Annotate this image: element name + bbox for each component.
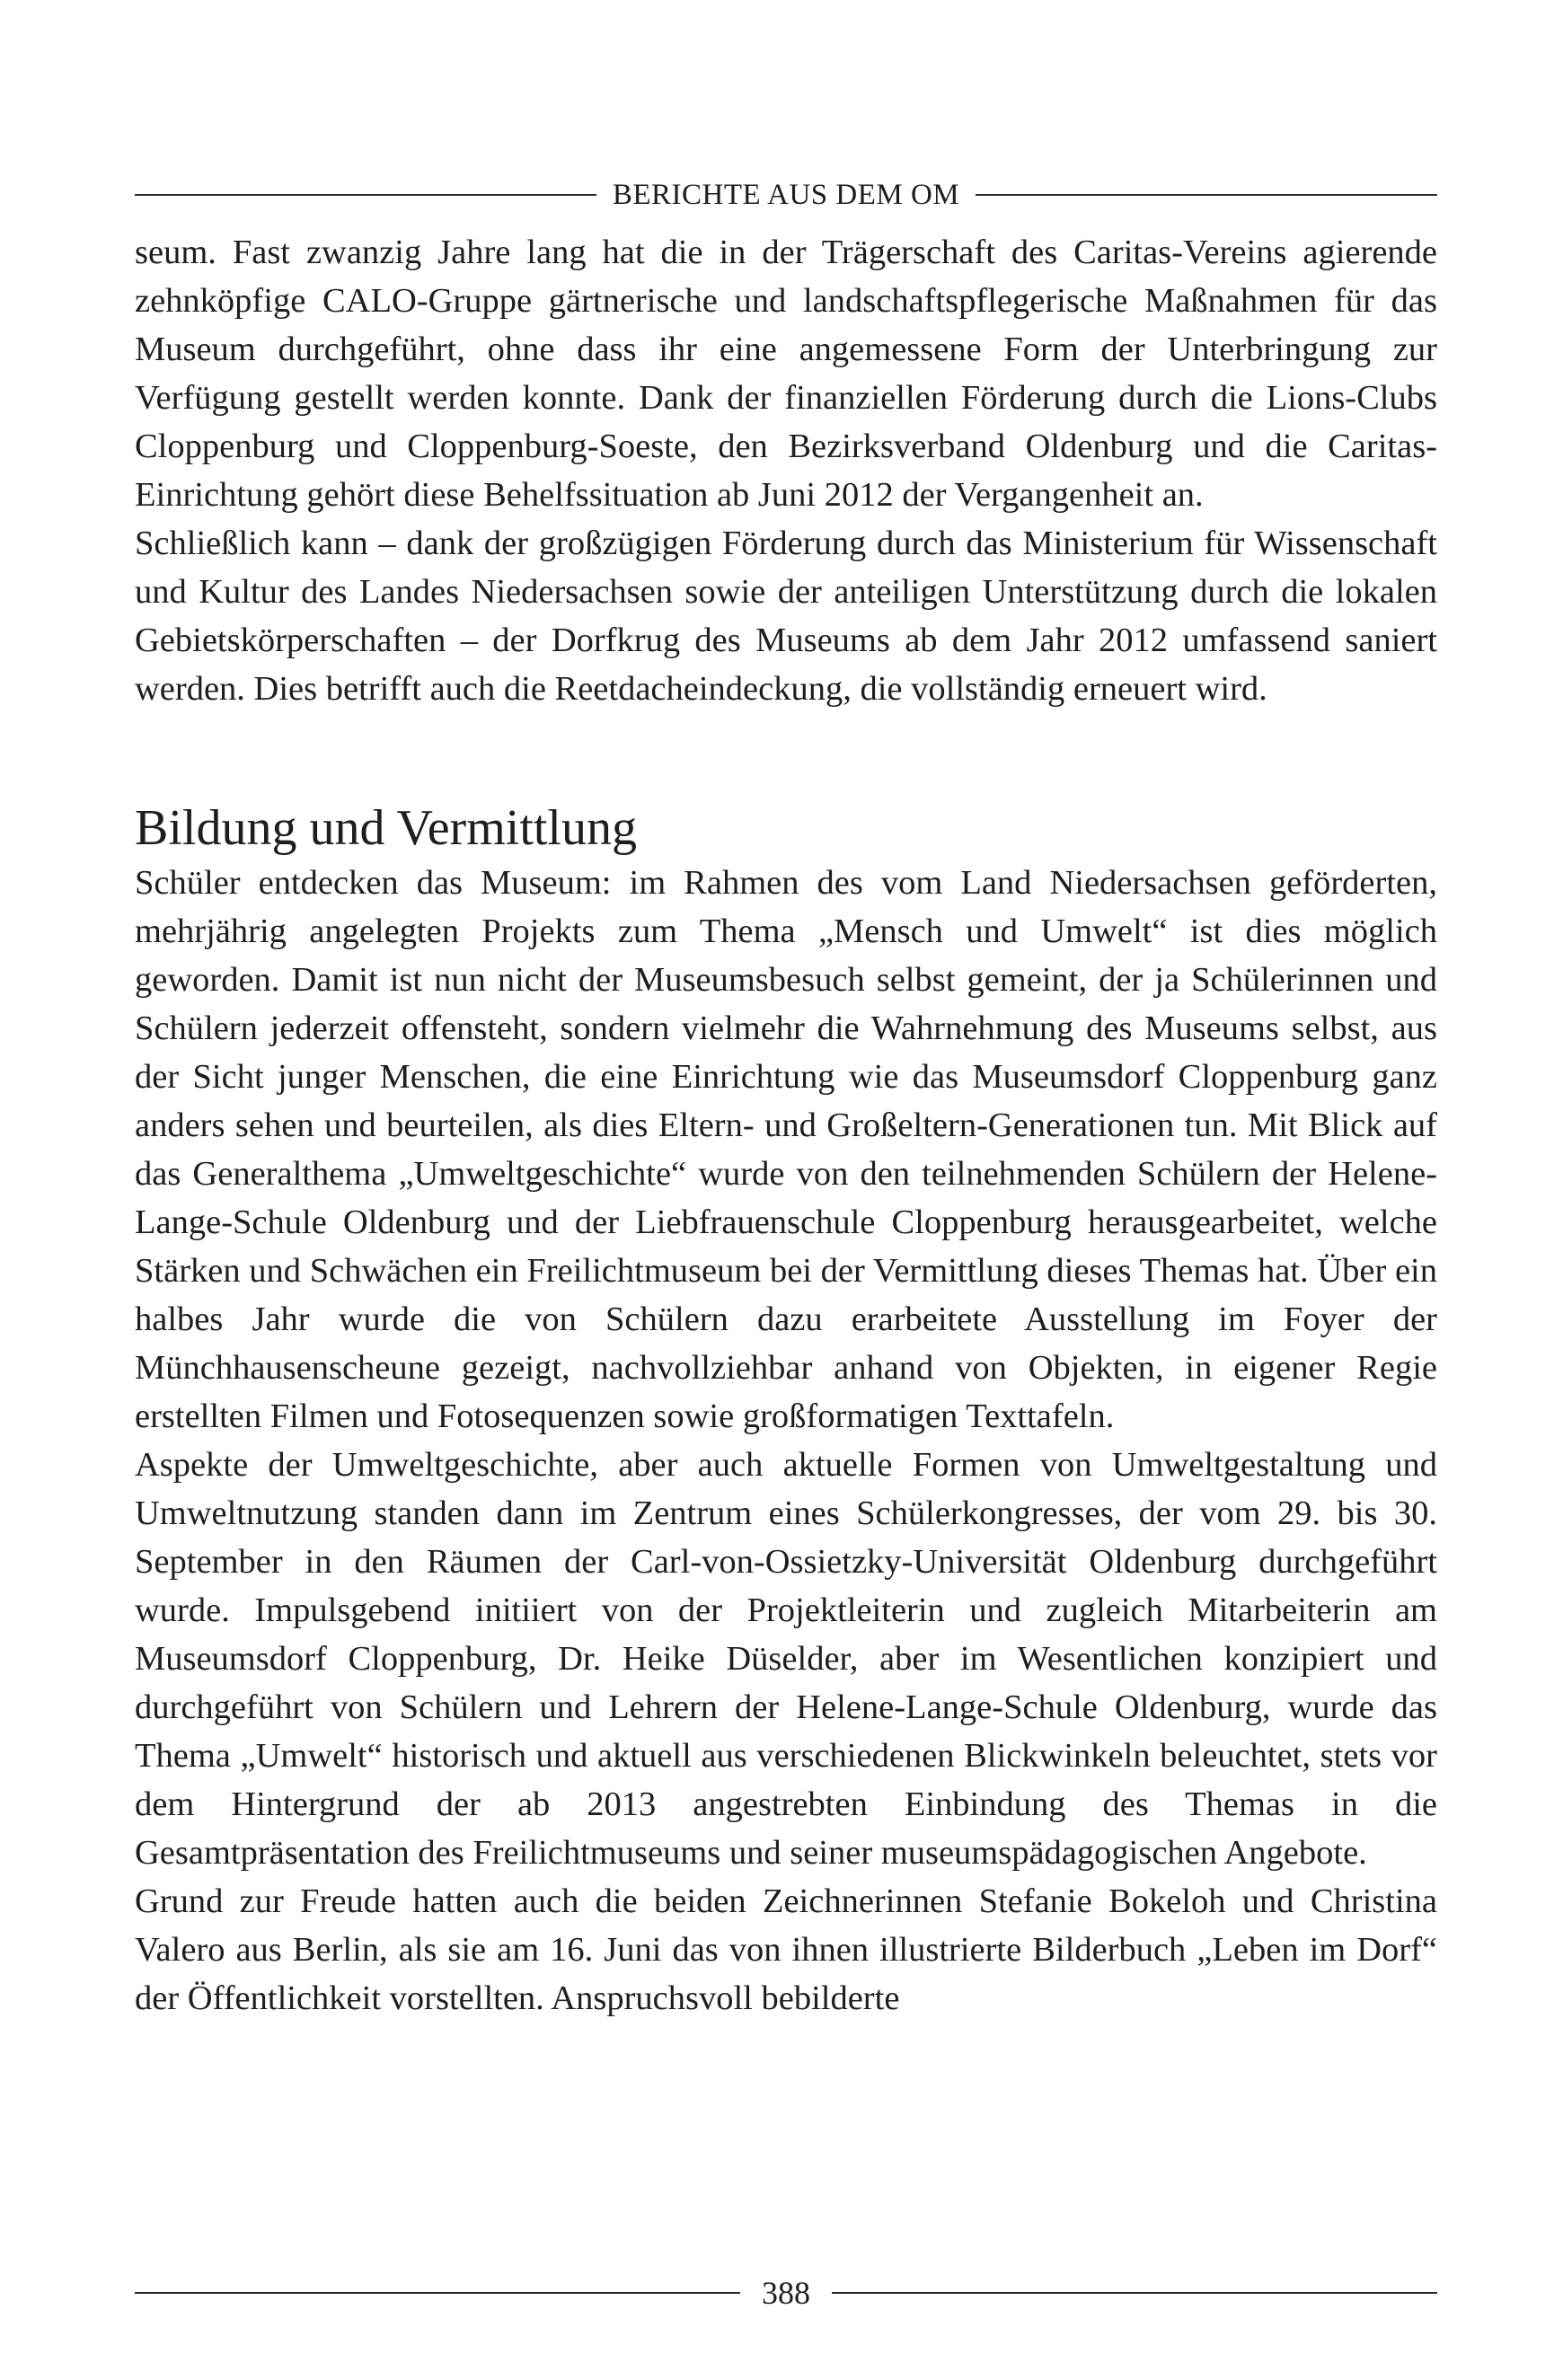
page-content	[135, 228, 1437, 2023]
footer-rule-right	[832, 2292, 1437, 2294]
paragraph-bilderbuch: Grund zur Freude hatten auch die beiden Zeichnerinnen Stefanie Bokeloh und Christina Valero aus Berlin, als sie am 16. Juni das von ihnen illustrierte Bilderbuch „Leben im Dorf“ der Öffentlichkeit vorstellten. Anspruchsvoll bebilderte	[135, 1882, 1437, 2017]
section-heading: Bildung und Vermittlung	[135, 800, 637, 856]
paragraph-schueler-project: Schüler entdecken das Museum: im Rahmen des vom Land Niedersachsen geförderten, mehrjährig angelegten Projekts zum Thema „Mensch und Umwelt“ ist dies möglich geworden. Damit ist nun nicht der Museumsbesuch selbst gemeint, der ja Schülerinnen und Schülern jederzeit offensteht, sondern vielmehr die Wahrnehmung des Museums selbst, aus der Sicht junger Menschen, die eine Einrichtung wie das Museumsdorf Cloppenburg ganz anders sehen und beurteilen, als dies Eltern- und Großeltern-Generationen tun. Mit Blick auf das Generalthema „Umweltgeschichte“ wurde von den teilnehmenden Schülern der Helene-Lange-Schule Oldenburg und der Liebfrauenschule Cloppenburg herausgearbeitet, welche Stärken und Schwächen ein Freilichtmuseum bei der Vermittlung dieses Themas hat. Über ein halbes Jahr wurde die von Schülern dazu erarbeitete Ausstellung im Foyer der Münchhausenscheune gezeigt, nachvollziehbar anhand von Objekten, in eigener Regie erstellten Filmen und Fotosequenzen sowie großformatigen Texttafeln.	[135, 864, 1437, 1435]
page-number: 388	[762, 2275, 810, 2311]
footer-rule-left	[135, 2292, 740, 2294]
running-head-title: BERICHTE AUS DEM OM	[612, 178, 960, 211]
page-footer	[135, 2270, 1437, 2315]
paragraph-dorfkrug: Schließlich kann – dank der großzügigen Förderung durch das Ministerium für Wissenschaft und Kultur des Landes Niedersachsen sowie der anteiligen Unterstützung durch die lokalen Gebietskörperschaften – der Dorfkrug des Museums ab dem Jahr 2012 umfassend saniert werden. Dies betrifft auch die Reetdacheindeckung, die vollständig erneuert wird.	[135, 524, 1437, 708]
paragraph-calo-group: seum. Fast zwanzig Jahre lang hat die in der Trägerschaft des Caritas-Vereins agierende zehnköpfige CALO-Gruppe gärtnerische und landschaftspflegerische Maßnahmen für das Museum durchgeführt, ohne dass ihr eine angemessene Form der Unterbringung zur Verfügung gestellt werden konnte. Dank der finanziellen Förderung durch die Lions-Clubs Cloppenburg und Cloppenburg-Soeste, den Bezirksverband Oldenburg und die Caritas-Einrichtung gehört diese Behelfssituation ab Juni 2012 der Vergangenheit an.	[135, 234, 1437, 514]
header-rule-left	[135, 194, 596, 196]
paragraph-schuelerkongress: Aspekte der Umweltgeschichte, aber auch aktuelle Formen von Umweltgestaltung und Umweltnutzung standen dann im Zentrum eines Schülerkongresses, der vom 29. bis 30. September in den Räumen der Carl-von-Ossietzky-Universität Oldenburg durchgeführt wurde. Impulsgebend initiiert von der Projektleiterin und zugleich Mitarbeiterin am Museumsdorf Cloppenburg, Dr. Heike Düselder, aber im Wesentlichen konzipiert und durchgeführt von Schülern und Lehrern der Helene-Lange-Schule Oldenburg, wurde das Thema „Umwelt“ historisch und aktuell aus verschiedenen Blickwinkeln beleuchtet, stets vor dem Hintergrund der ab 2013 angestrebten Einbindung des Themas in die Gesamtpräsentation des Freilichtmuseums und seiner museumspädagogischen Angebote.	[135, 1446, 1437, 1872]
header-rule-right	[976, 194, 1437, 196]
running-head	[135, 172, 1437, 217]
